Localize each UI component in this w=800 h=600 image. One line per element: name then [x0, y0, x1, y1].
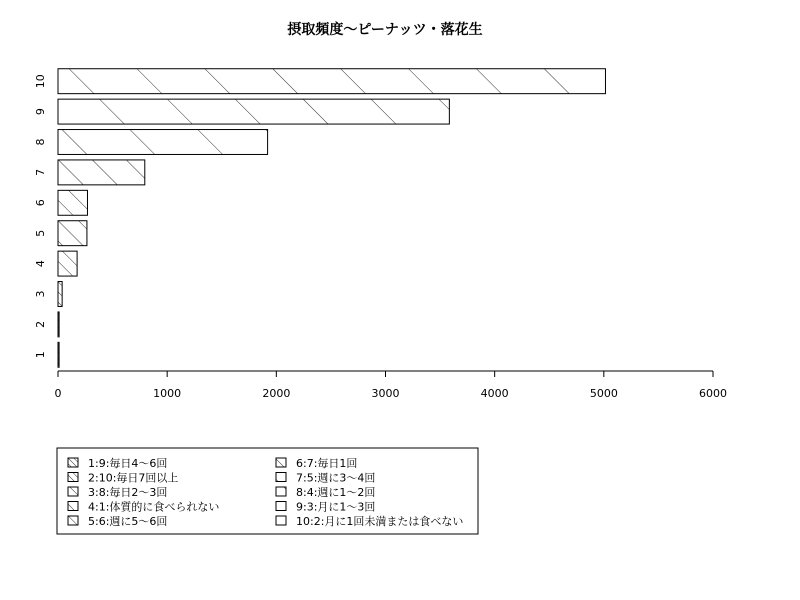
- legend-label-4: 4:1:体質的に食べられない: [88, 500, 220, 514]
- legend-label-2: 2:10:毎日7回以上: [88, 471, 179, 485]
- x-tick-label-3000: 3000: [371, 387, 400, 400]
- legend-swatch-10: [276, 516, 286, 525]
- chart-title: 摂取頻度〜ピーナッツ・落花生: [287, 22, 483, 38]
- bar-8: [58, 130, 268, 155]
- bar-4: [58, 251, 77, 276]
- x-tick-label-1000: 1000: [153, 387, 182, 400]
- legend-label-5: 5:6:週に5〜6回: [88, 515, 168, 528]
- bar-3: [58, 282, 62, 307]
- x-tick-label-6000: 6000: [699, 387, 727, 400]
- bar-7: [58, 160, 145, 185]
- y-tick-label-9: 9: [34, 108, 47, 116]
- legend-swatch-2: [68, 473, 78, 482]
- y-tick-label-2: 2: [34, 320, 47, 328]
- x-tick-label-2000: 2000: [262, 387, 291, 400]
- bar-2: [58, 312, 59, 337]
- y-tick-label-1: 1: [34, 351, 47, 359]
- bar-5: [58, 221, 87, 246]
- legend-swatch-6: [276, 458, 286, 467]
- legend-swatch-3: [68, 487, 78, 496]
- x-tick-label-5000: 5000: [589, 387, 618, 400]
- legend-label-3: 3:8:毎日2〜3回: [88, 486, 168, 499]
- y-tick-label-7: 7: [34, 168, 47, 176]
- x-tick-label-0: 0: [54, 387, 62, 400]
- legend: [57, 448, 478, 534]
- bars-group: [58, 69, 605, 368]
- legend-label-8: 8:4:週に1〜2回: [296, 486, 376, 499]
- legend-swatch-9: [276, 502, 286, 511]
- y-tick-label-3: 3: [34, 290, 47, 298]
- legend-swatch-7: [276, 473, 286, 482]
- x-tick-label-4000: 4000: [480, 387, 509, 400]
- legend-label-9: 9:3:月に1〜3回: [296, 500, 376, 514]
- x-axis: [55, 371, 728, 400]
- y-axis: [34, 74, 47, 358]
- legend-label-10: 10:2:月に1回未満または食べない: [296, 515, 464, 528]
- y-tick-label-10: 10: [34, 74, 47, 89]
- legend-label-6: 6:7:毎日1回: [296, 457, 358, 470]
- bar-6: [58, 190, 87, 215]
- legend-swatch-5: [68, 516, 78, 525]
- bar-10: [58, 69, 605, 94]
- y-tick-label-4: 4: [34, 260, 47, 268]
- y-tick-label-5: 5: [34, 229, 47, 237]
- legend-swatch-4: [68, 502, 78, 511]
- legend-label-7: 7:5:週に3〜4回: [296, 471, 376, 485]
- legend-label-1: 1:9:毎日4〜6回: [88, 457, 168, 470]
- legend-swatch-8: [276, 487, 286, 496]
- legend-swatch-1: [68, 458, 78, 467]
- y-tick-label-8: 8: [34, 138, 47, 146]
- bar-9: [58, 99, 449, 124]
- bar-1: [58, 342, 59, 367]
- y-tick-label-6: 6: [34, 199, 47, 207]
